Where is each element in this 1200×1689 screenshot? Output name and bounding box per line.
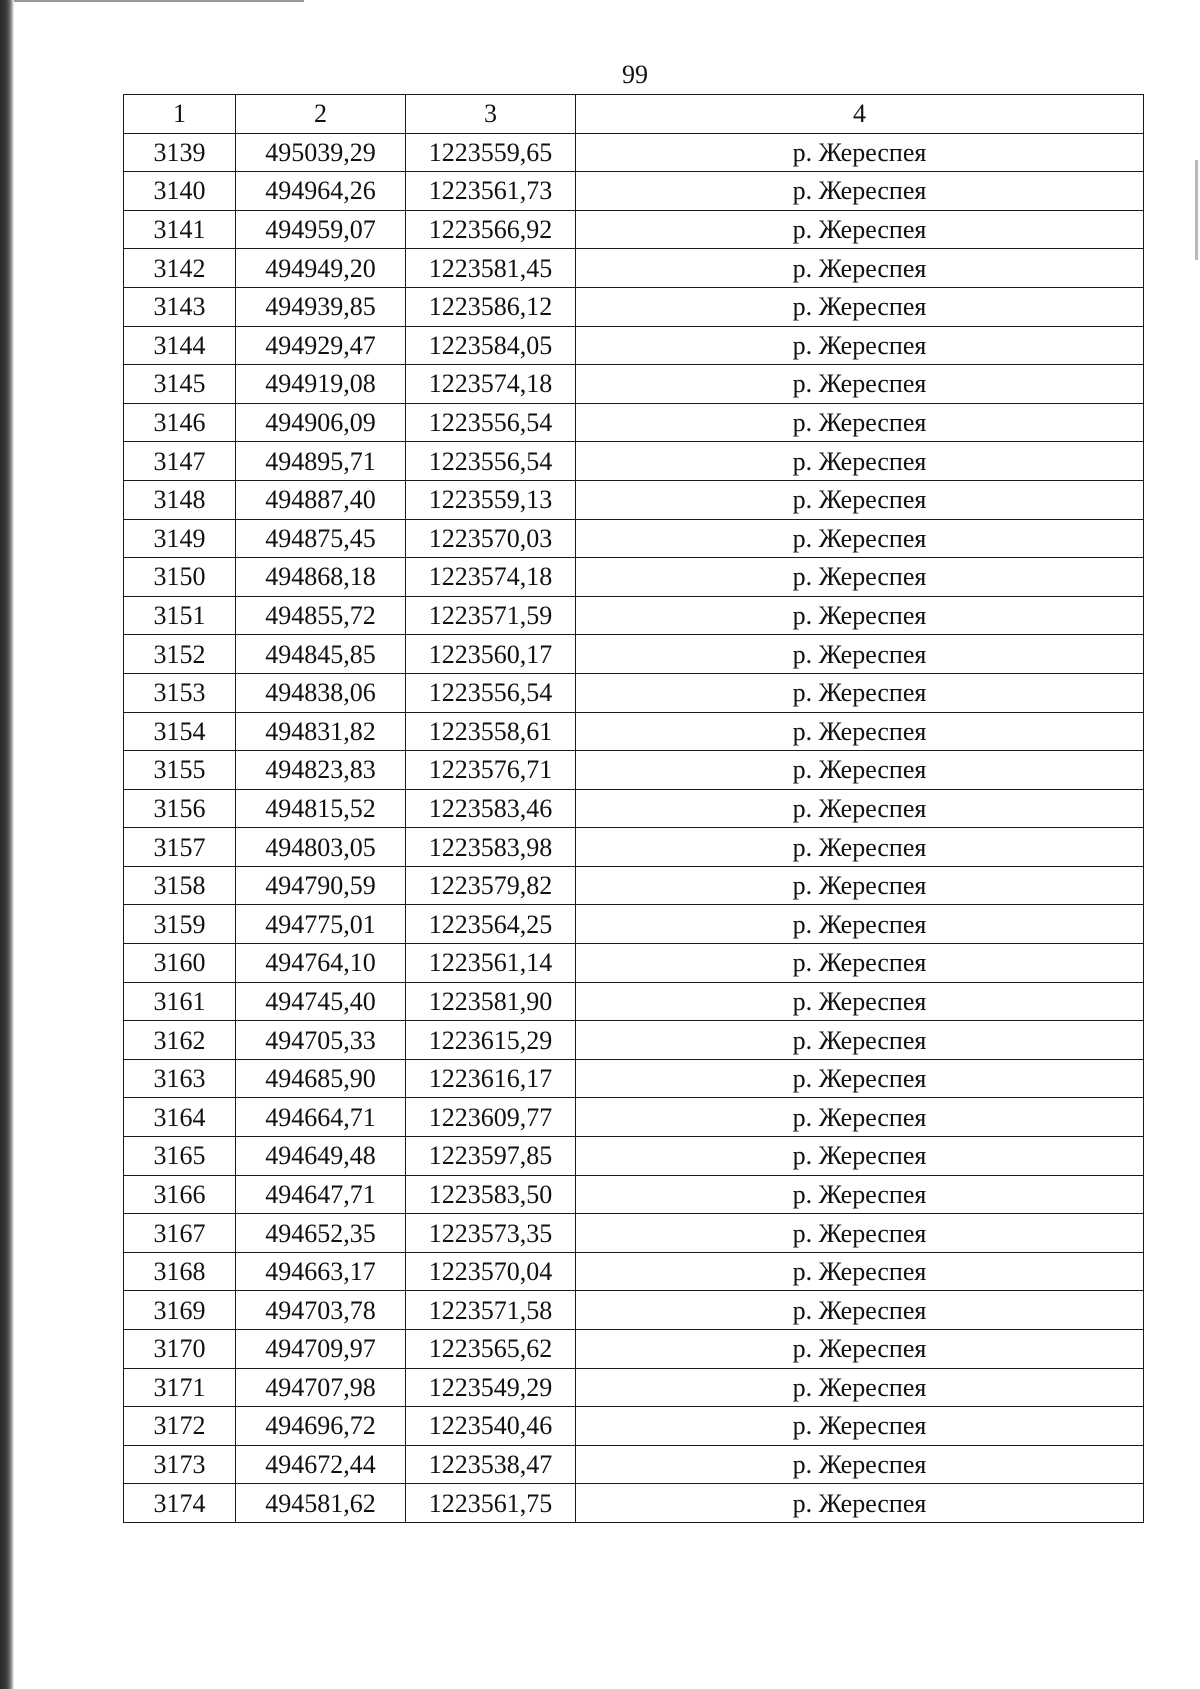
- point-number-cell: 3174: [124, 1484, 236, 1523]
- description-cell: р. Жереспея: [576, 326, 1144, 365]
- point-number-cell: 3155: [124, 751, 236, 790]
- table-row: [124, 519, 1144, 558]
- description-cell: р. Жереспея: [576, 558, 1144, 597]
- coordinate-y-cell: 1223560,17: [406, 635, 576, 674]
- table-row: [124, 1368, 1144, 1407]
- table-row: [124, 1214, 1144, 1253]
- coordinate-y-cell: 1223584,05: [406, 326, 576, 365]
- coordinate-y-cell: 1223558,61: [406, 712, 576, 751]
- description-cell: р. Жереспея: [576, 172, 1144, 211]
- table-row: [124, 172, 1144, 211]
- point-number-cell: 3158: [124, 866, 236, 905]
- coordinate-x-cell: 494823,83: [236, 751, 406, 790]
- description-cell: р. Жереспея: [576, 133, 1144, 172]
- point-number-cell: 3156: [124, 789, 236, 828]
- point-number-cell: 3145: [124, 365, 236, 404]
- coordinate-x-cell: 494764,10: [236, 944, 406, 983]
- point-number-cell: 3150: [124, 558, 236, 597]
- coordinate-y-cell: 1223581,90: [406, 982, 576, 1021]
- table-row: [124, 1407, 1144, 1446]
- point-number-cell: 3153: [124, 673, 236, 712]
- coordinate-x-cell: 494685,90: [236, 1059, 406, 1098]
- description-cell: р. Жереспея: [576, 1291, 1144, 1330]
- table-row: [124, 1137, 1144, 1176]
- table-header-row: [124, 95, 1144, 134]
- point-number-cell: 3168: [124, 1252, 236, 1291]
- point-number-cell: 3154: [124, 712, 236, 751]
- description-cell: р. Жереспея: [576, 1214, 1144, 1253]
- point-number-cell: 3149: [124, 519, 236, 558]
- point-number-cell: 3165: [124, 1137, 236, 1176]
- table-row: [124, 712, 1144, 751]
- table-row: [124, 635, 1144, 674]
- table-row: [124, 1330, 1144, 1369]
- description-cell: р. Жереспея: [576, 403, 1144, 442]
- coordinate-x-cell: 494929,47: [236, 326, 406, 365]
- coordinate-y-cell: 1223586,12: [406, 287, 576, 326]
- description-cell: р. Жереспея: [576, 365, 1144, 404]
- description-cell: р. Жереспея: [576, 751, 1144, 790]
- coordinate-y-cell: 1223583,50: [406, 1175, 576, 1214]
- description-cell: р. Жереспея: [576, 210, 1144, 249]
- coordinate-x-cell: 494664,71: [236, 1098, 406, 1137]
- coordinate-x-cell: 494895,71: [236, 442, 406, 481]
- point-number-cell: 3148: [124, 480, 236, 519]
- coordinate-y-cell: 1223565,62: [406, 1330, 576, 1369]
- description-cell: р. Жереспея: [576, 1059, 1144, 1098]
- coordinate-x-cell: 494672,44: [236, 1445, 406, 1484]
- description-cell: р. Жереспея: [576, 1098, 1144, 1137]
- table-row: [124, 1175, 1144, 1214]
- coordinate-x-cell: 494696,72: [236, 1407, 406, 1446]
- coordinate-x-cell: 494581,62: [236, 1484, 406, 1523]
- point-number-cell: 3140: [124, 172, 236, 211]
- coordinate-y-cell: 1223564,25: [406, 905, 576, 944]
- coordinate-y-cell: 1223561,14: [406, 944, 576, 983]
- coordinate-y-cell: 1223579,82: [406, 866, 576, 905]
- coordinates-table: [123, 94, 1144, 1523]
- table-row: [124, 1021, 1144, 1060]
- table-row: [124, 133, 1144, 172]
- coordinate-y-cell: 1223571,58: [406, 1291, 576, 1330]
- coordinate-x-cell: 494939,85: [236, 287, 406, 326]
- coordinate-x-cell: 494709,97: [236, 1330, 406, 1369]
- coordinate-y-cell: 1223609,77: [406, 1098, 576, 1137]
- table-row: [124, 287, 1144, 326]
- point-number-cell: 3144: [124, 326, 236, 365]
- table-row: [124, 1445, 1144, 1484]
- coordinate-x-cell: 494649,48: [236, 1137, 406, 1176]
- coordinate-y-cell: 1223549,29: [406, 1368, 576, 1407]
- point-number-cell: 3157: [124, 828, 236, 867]
- table-row: [124, 1098, 1144, 1137]
- scan-edge-right: [1195, 160, 1198, 260]
- description-cell: р. Жереспея: [576, 287, 1144, 326]
- point-number-cell: 3163: [124, 1059, 236, 1098]
- point-number-cell: 3164: [124, 1098, 236, 1137]
- scan-edge-top: [14, 0, 304, 2]
- description-cell: р. Жереспея: [576, 249, 1144, 288]
- coordinate-y-cell: 1223576,71: [406, 751, 576, 790]
- coordinate-y-cell: 1223556,54: [406, 403, 576, 442]
- coordinate-x-cell: 494868,18: [236, 558, 406, 597]
- coordinate-x-cell: 494949,20: [236, 249, 406, 288]
- point-number-cell: 3146: [124, 403, 236, 442]
- coordinate-x-cell: 494919,08: [236, 365, 406, 404]
- point-number-cell: 3166: [124, 1175, 236, 1214]
- coordinate-y-cell: 1223581,45: [406, 249, 576, 288]
- table-row: [124, 326, 1144, 365]
- description-cell: р. Жереспея: [576, 1330, 1144, 1369]
- table-row: [124, 1252, 1144, 1291]
- description-cell: р. Жереспея: [576, 789, 1144, 828]
- coordinate-x-cell: 494855,72: [236, 596, 406, 635]
- point-number-cell: 3162: [124, 1021, 236, 1060]
- coordinate-y-cell: 1223540,46: [406, 1407, 576, 1446]
- description-cell: р. Жереспея: [576, 1407, 1144, 1446]
- description-cell: р. Жереспея: [576, 866, 1144, 905]
- table-row: [124, 673, 1144, 712]
- coordinate-y-cell: 1223561,73: [406, 172, 576, 211]
- table-row: [124, 982, 1144, 1021]
- column-header-2: 2: [236, 95, 406, 134]
- coordinate-y-cell: 1223556,54: [406, 673, 576, 712]
- table-row: [124, 828, 1144, 867]
- coordinate-x-cell: 494745,40: [236, 982, 406, 1021]
- coordinate-y-cell: 1223570,03: [406, 519, 576, 558]
- point-number-cell: 3142: [124, 249, 236, 288]
- coordinate-x-cell: 494775,01: [236, 905, 406, 944]
- table-row: [124, 558, 1144, 597]
- description-cell: р. Жереспея: [576, 1175, 1144, 1214]
- description-cell: р. Жереспея: [576, 905, 1144, 944]
- coordinate-x-cell: 494647,71: [236, 1175, 406, 1214]
- table-row: [124, 1484, 1144, 1523]
- column-header-1: 1: [124, 95, 236, 134]
- page-number: 99: [622, 60, 648, 89]
- table-row: [124, 210, 1144, 249]
- description-cell: р. Жереспея: [576, 1484, 1144, 1523]
- coordinate-y-cell: 1223616,17: [406, 1059, 576, 1098]
- table-row: [124, 1059, 1144, 1098]
- column-header-3: 3: [406, 95, 576, 134]
- coordinate-x-cell: 494703,78: [236, 1291, 406, 1330]
- coordinate-y-cell: 1223570,04: [406, 1252, 576, 1291]
- table-row: [124, 789, 1144, 828]
- coordinate-x-cell: 494705,33: [236, 1021, 406, 1060]
- scan-edge-left: [0, 0, 14, 1689]
- coordinate-x-cell: 494663,17: [236, 1252, 406, 1291]
- table-row: [124, 596, 1144, 635]
- table-row: [124, 442, 1144, 481]
- coordinate-y-cell: 1223559,13: [406, 480, 576, 519]
- point-number-cell: 3159: [124, 905, 236, 944]
- coordinate-y-cell: 1223538,47: [406, 1445, 576, 1484]
- coordinate-x-cell: 494815,52: [236, 789, 406, 828]
- description-cell: р. Жереспея: [576, 442, 1144, 481]
- table-row: [124, 866, 1144, 905]
- description-cell: р. Жереспея: [576, 1021, 1144, 1060]
- coordinate-y-cell: 1223597,85: [406, 1137, 576, 1176]
- table-body: [124, 133, 1144, 1522]
- coordinate-x-cell: 494875,45: [236, 519, 406, 558]
- coordinate-y-cell: 1223559,65: [406, 133, 576, 172]
- table-row: [124, 751, 1144, 790]
- description-cell: р. Жереспея: [576, 596, 1144, 635]
- description-cell: р. Жереспея: [576, 712, 1144, 751]
- coordinate-y-cell: 1223556,54: [406, 442, 576, 481]
- table-row: [124, 905, 1144, 944]
- coordinate-y-cell: 1223561,75: [406, 1484, 576, 1523]
- coordinate-x-cell: 494838,06: [236, 673, 406, 712]
- coordinate-x-cell: 494831,82: [236, 712, 406, 751]
- description-cell: р. Жереспея: [576, 982, 1144, 1021]
- point-number-cell: 3167: [124, 1214, 236, 1253]
- coordinate-x-cell: 494790,59: [236, 866, 406, 905]
- coordinate-x-cell: 494906,09: [236, 403, 406, 442]
- column-header-4: 4: [576, 95, 1144, 134]
- point-number-cell: 3161: [124, 982, 236, 1021]
- table-row: [124, 365, 1144, 404]
- description-cell: р. Жереспея: [576, 1252, 1144, 1291]
- description-cell: р. Жереспея: [576, 828, 1144, 867]
- coordinate-y-cell: 1223566,92: [406, 210, 576, 249]
- coordinate-x-cell: 494803,05: [236, 828, 406, 867]
- point-number-cell: 3173: [124, 1445, 236, 1484]
- coordinate-y-cell: 1223571,59: [406, 596, 576, 635]
- description-cell: р. Жереспея: [576, 519, 1144, 558]
- description-cell: р. Жереспея: [576, 673, 1144, 712]
- coordinate-y-cell: 1223573,35: [406, 1214, 576, 1253]
- point-number-cell: 3151: [124, 596, 236, 635]
- table-row: [124, 249, 1144, 288]
- point-number-cell: 3152: [124, 635, 236, 674]
- point-number-cell: 3160: [124, 944, 236, 983]
- description-cell: р. Жереспея: [576, 944, 1144, 983]
- coordinate-y-cell: 1223615,29: [406, 1021, 576, 1060]
- table-row: [124, 1291, 1144, 1330]
- coordinate-x-cell: 494845,85: [236, 635, 406, 674]
- description-cell: р. Жереспея: [576, 1137, 1144, 1176]
- coordinate-x-cell: 494652,35: [236, 1214, 406, 1253]
- point-number-cell: 3170: [124, 1330, 236, 1369]
- coordinate-y-cell: 1223583,46: [406, 789, 576, 828]
- description-cell: р. Жереспея: [576, 480, 1144, 519]
- point-number-cell: 3169: [124, 1291, 236, 1330]
- coordinate-x-cell: 494887,40: [236, 480, 406, 519]
- coordinate-x-cell: 494959,07: [236, 210, 406, 249]
- coordinate-y-cell: 1223574,18: [406, 558, 576, 597]
- description-cell: р. Жереспея: [576, 1445, 1144, 1484]
- table-row: [124, 480, 1144, 519]
- coordinate-x-cell: 494707,98: [236, 1368, 406, 1407]
- table-row: [124, 403, 1144, 442]
- coordinate-x-cell: 495039,29: [236, 133, 406, 172]
- point-number-cell: 3141: [124, 210, 236, 249]
- point-number-cell: 3171: [124, 1368, 236, 1407]
- description-cell: р. Жереспея: [576, 635, 1144, 674]
- coordinate-y-cell: 1223583,98: [406, 828, 576, 867]
- coordinate-x-cell: 494964,26: [236, 172, 406, 211]
- point-number-cell: 3143: [124, 287, 236, 326]
- point-number-cell: 3139: [124, 133, 236, 172]
- description-cell: р. Жереспея: [576, 1368, 1144, 1407]
- coordinate-y-cell: 1223574,18: [406, 365, 576, 404]
- point-number-cell: 3147: [124, 442, 236, 481]
- point-number-cell: 3172: [124, 1407, 236, 1446]
- table-row: [124, 944, 1144, 983]
